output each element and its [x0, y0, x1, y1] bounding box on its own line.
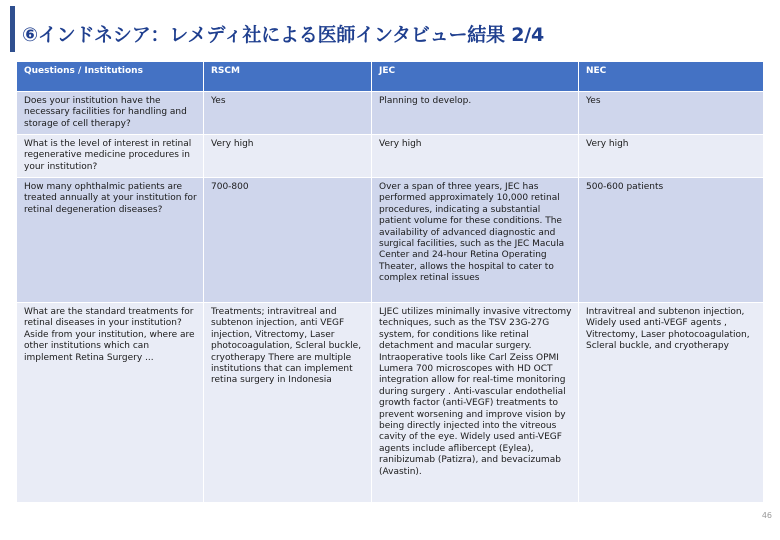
- header-nec: NEC: [579, 62, 764, 92]
- question-cell: What are the standard treatments for retinal diseases in your institution?Aside from your institution, where are other institutions which can implement Retina Surgery ...: [17, 303, 204, 503]
- rscm-cell: Very high: [204, 135, 372, 178]
- rscm-cell: 700-800: [204, 178, 372, 303]
- interview-results-table: [16, 61, 764, 503]
- header-jec: JEC: [372, 62, 579, 92]
- table-row: [17, 92, 764, 135]
- nec-cell: Yes: [579, 92, 764, 135]
- page-number: 46: [761, 511, 772, 520]
- jec-cell: Very high: [372, 135, 579, 178]
- slide-title: ⑥インドネシア：レメディ社による医師インタビュー結果 2/4: [22, 24, 545, 46]
- title-accent-bar: [10, 6, 15, 52]
- jec-cell: Over a span of three years, JEC has performed approximately 10,000 retinal procedures, indicating a substantial patient volume for these conditions. The availability of advanced diagnostic and surgical facilities, such as the JEC Macula Center and 24-hour Retina Operating Theater, allows the hospital to cater to complex retinal issues: [372, 178, 579, 303]
- question-cell: How many ophthalmic patients are treated annually at your institution for retinal degeneration diseases?: [17, 178, 204, 303]
- table-row: [17, 303, 764, 503]
- table-row: [17, 135, 764, 178]
- jec-cell: Planning to develop.: [372, 92, 579, 135]
- rscm-cell: Yes: [204, 92, 372, 135]
- header-rscm: RSCM: [204, 62, 372, 92]
- nec-cell: Intravitreal and subtenon injection, Widely used anti-VEGF agents , Vitrectomy, Laser photocoagulation, Scleral buckle, and cryotherapy: [579, 303, 764, 503]
- question-cell: Does your institution have the necessary facilities for handling and storage of cell therapy?: [17, 92, 204, 135]
- table-header-row: [17, 62, 764, 92]
- header-questions: Questions / Institutions: [17, 62, 204, 92]
- nec-cell: Very high: [579, 135, 764, 178]
- rscm-cell: Treatments; intravitreal and subtenon injection, anti VEGF injection, Vitrectomy, Laser photocoagulation, Scleral buckle, cryotherapy There are multiple institutions that can implement retina surgery in Indonesia: [204, 303, 372, 503]
- jec-cell: LJEC utilizes minimally invasive vitrectomy techniques, such as the TSV 23G-27G system, for conditions like retinal detachment and macular surgery. Intraoperative tools like Carl Zeiss OPMI Lumera 700 microscopes with HD OCT integration allow for real-time monitoring during surgery . Anti-vascular endothelial growth factor (anti-VEGF) treatments to prevent worsening and improve vision by being directly injected into the vitreous cavity of the eye. Widely used anti-VEGF agents include aflibercept (Eylea), ranibizumab (Patizra), and bevacizumab (Avastin).: [372, 303, 579, 503]
- nec-cell: 500-600 patients: [579, 178, 764, 303]
- table-row: [17, 178, 764, 303]
- question-cell: What is the level of interest in retinal regenerative medicine procedures in your institution?: [17, 135, 204, 178]
